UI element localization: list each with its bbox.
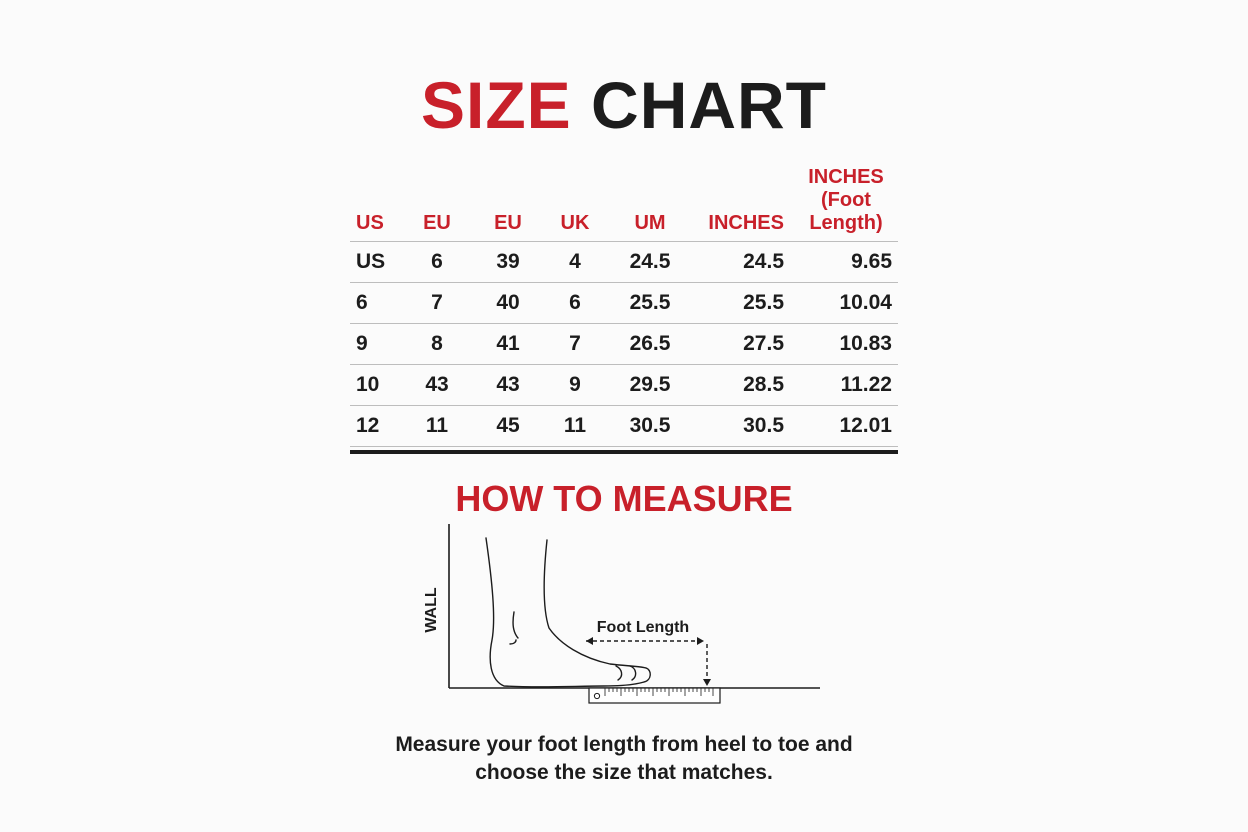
table-cell: 25.5 — [600, 283, 700, 324]
table-cell: 11 — [408, 406, 466, 447]
foot-measure-diagram — [400, 520, 840, 710]
table-cell: 9 — [550, 365, 600, 406]
table-cell: 7 — [550, 324, 600, 365]
column-header: EU — [494, 212, 522, 234]
measure-instructions — [0, 731, 1248, 786]
column-header: US — [356, 212, 384, 234]
table-cell: 12 — [350, 406, 408, 447]
column-header: UK — [560, 212, 590, 234]
title-chart-word: CHART — [591, 68, 827, 142]
table-cell: 30.5 — [700, 406, 794, 447]
table-cell: 43 — [408, 365, 466, 406]
arrow-head-right-icon — [697, 637, 704, 645]
table-row — [350, 242, 898, 283]
ruler-icon — [589, 688, 720, 703]
foot-length-label: Foot Length — [596, 619, 690, 636]
wall-label: WALL — [423, 587, 440, 633]
table-cell: 29.5 — [600, 365, 700, 406]
table-cell: 27.5 — [700, 324, 794, 365]
arrow-head-down-icon — [703, 679, 711, 686]
table-cell: 11.22 — [794, 365, 898, 406]
table-cell: 8 — [408, 324, 466, 365]
table-cell: 25.5 — [700, 283, 794, 324]
header-line-1: INCHES — [808, 166, 884, 188]
table-cell: 28.5 — [700, 365, 794, 406]
table-cell: 43 — [466, 365, 550, 406]
table-cell: 24.5 — [700, 242, 794, 283]
table-cell: 39 — [466, 242, 550, 283]
table-cell: 12.01 — [794, 406, 898, 447]
foot-outline-icon — [486, 538, 650, 687]
table-cell: 26.5 — [600, 324, 700, 365]
column-header: INCHES — [708, 212, 784, 234]
table-row — [350, 406, 898, 447]
table-cell: US — [350, 242, 408, 283]
size-chart-table — [350, 166, 898, 447]
table-cell: 10.83 — [794, 324, 898, 365]
instructions-line-2: choose the size that matches. — [475, 760, 773, 784]
table-cell: 45 — [466, 406, 550, 447]
table-cell: 4 — [550, 242, 600, 283]
section-divider — [350, 450, 898, 454]
how-to-measure-heading: HOW TO MEASURE — [455, 478, 793, 519]
table-cell: 6 — [550, 283, 600, 324]
table-cell: 30.5 — [600, 406, 700, 447]
table-cell: 41 — [466, 324, 550, 365]
column-header: EU — [423, 212, 451, 234]
table-row — [350, 283, 898, 324]
table-cell: 10.04 — [794, 283, 898, 324]
table-cell: 6 — [408, 242, 466, 283]
table-cell: 10 — [350, 365, 408, 406]
table-row — [350, 324, 898, 365]
title-size-word: SIZE — [420, 68, 572, 142]
table-cell: 24.5 — [600, 242, 700, 283]
column-header-foot-length — [794, 166, 898, 242]
arrow-head-left-icon — [586, 637, 593, 645]
table-row — [350, 365, 898, 406]
table-cell: 11 — [550, 406, 600, 447]
table-header-row — [350, 166, 898, 242]
header-line-2: (Foot Length) — [809, 189, 883, 234]
instructions-line-1: Measure your foot length from heel to toe and — [395, 733, 853, 756]
table-cell: 40 — [466, 283, 550, 324]
column-header: UM — [634, 212, 666, 234]
table-cell: 9 — [350, 324, 408, 365]
table-cell: 7 — [408, 283, 466, 324]
page-title — [0, 68, 1248, 142]
table-cell: 9.65 — [794, 242, 898, 283]
table-cell: 6 — [350, 283, 408, 324]
